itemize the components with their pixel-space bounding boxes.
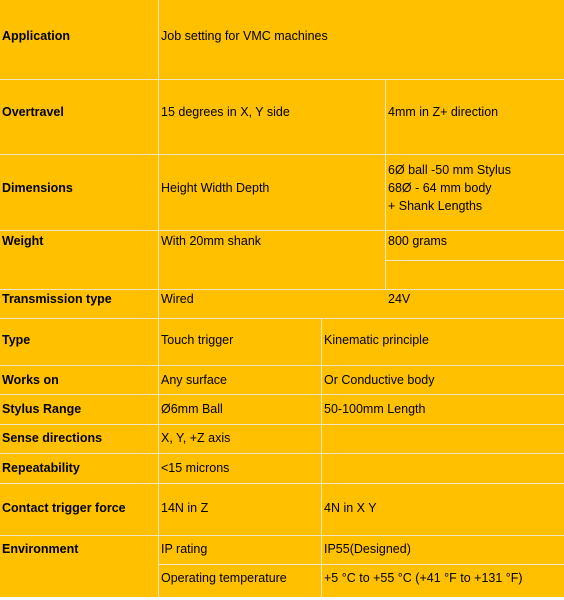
dimensions-value: Height Width Depth [161, 181, 270, 195]
dimensions-detail-line-1: 6Ø ball -50 mm Stylus [388, 163, 511, 177]
row-divider [0, 483, 564, 484]
row-divider [0, 424, 564, 425]
overtravel-value-2: 4mm in Z+ direction [388, 105, 499, 119]
transmission-value: Wired [161, 292, 194, 306]
dimensions-detail-line-3: + Shank Lengths [388, 199, 483, 213]
row-label-overtravel: Overtravel [2, 105, 64, 119]
type-value-2: Kinematic principle [324, 333, 429, 347]
row-divider [0, 394, 564, 395]
stylus-range-value: Ø6mm Ball [161, 402, 223, 416]
dimensions-detail-line-2: 68Ø - 64 mm body [388, 181, 492, 195]
row-label-application: Application [2, 29, 71, 43]
row-divider [0, 230, 564, 231]
environment-sub-value: Operating temperature [161, 571, 287, 585]
row-label-dimensions: Dimensions [2, 181, 73, 195]
row-divider [159, 564, 564, 565]
row-divider [0, 535, 564, 536]
environment-sub-value-2: +5 °C to +55 °C (+41 °F to +131 °F) [324, 571, 523, 585]
row-label-environment: Environment [2, 542, 79, 556]
row-label-weight: Weight [2, 234, 44, 248]
row-divider [386, 260, 564, 261]
stylus-range-value-2: 50-100mm Length [324, 402, 426, 416]
environment-value-2: IP55(Designed) [324, 542, 411, 556]
row-label-sense-directions: Sense directions [2, 431, 103, 445]
contact-force-value: 14N in Z [161, 501, 209, 515]
application-value: Job setting for VMC machines [161, 29, 328, 43]
row-label-works-on: Works on [2, 373, 59, 387]
transmission-value-2: 24V [388, 292, 411, 306]
row-divider [0, 365, 564, 366]
row-label-stylus-range: Stylus Range [2, 402, 82, 416]
row-divider [0, 154, 564, 155]
row-divider [0, 79, 564, 80]
row-label-type: Type [2, 333, 31, 347]
works-on-value-2: Or Conductive body [324, 373, 435, 387]
contact-force-value-2: 4N in X Y [324, 501, 377, 515]
repeatability-value: <15 microns [161, 461, 230, 475]
environment-value: IP rating [161, 542, 208, 556]
overtravel-value: 15 degrees in X, Y side [161, 105, 290, 119]
row-label-repeatability: Repeatability [2, 461, 80, 475]
sense-directions-value: X, Y, +Z axis [161, 431, 231, 445]
weight-value-2: 800 grams [388, 234, 448, 248]
row-label-transmission-type: Transmission type [2, 292, 112, 306]
type-value: Touch trigger [161, 333, 234, 347]
row-label-contact-trigger-force: Contact trigger force [2, 501, 126, 515]
weight-value: With 20mm shank [161, 234, 262, 248]
row-divider [0, 318, 564, 319]
works-on-value: Any surface [161, 373, 228, 387]
row-divider [0, 453, 564, 454]
